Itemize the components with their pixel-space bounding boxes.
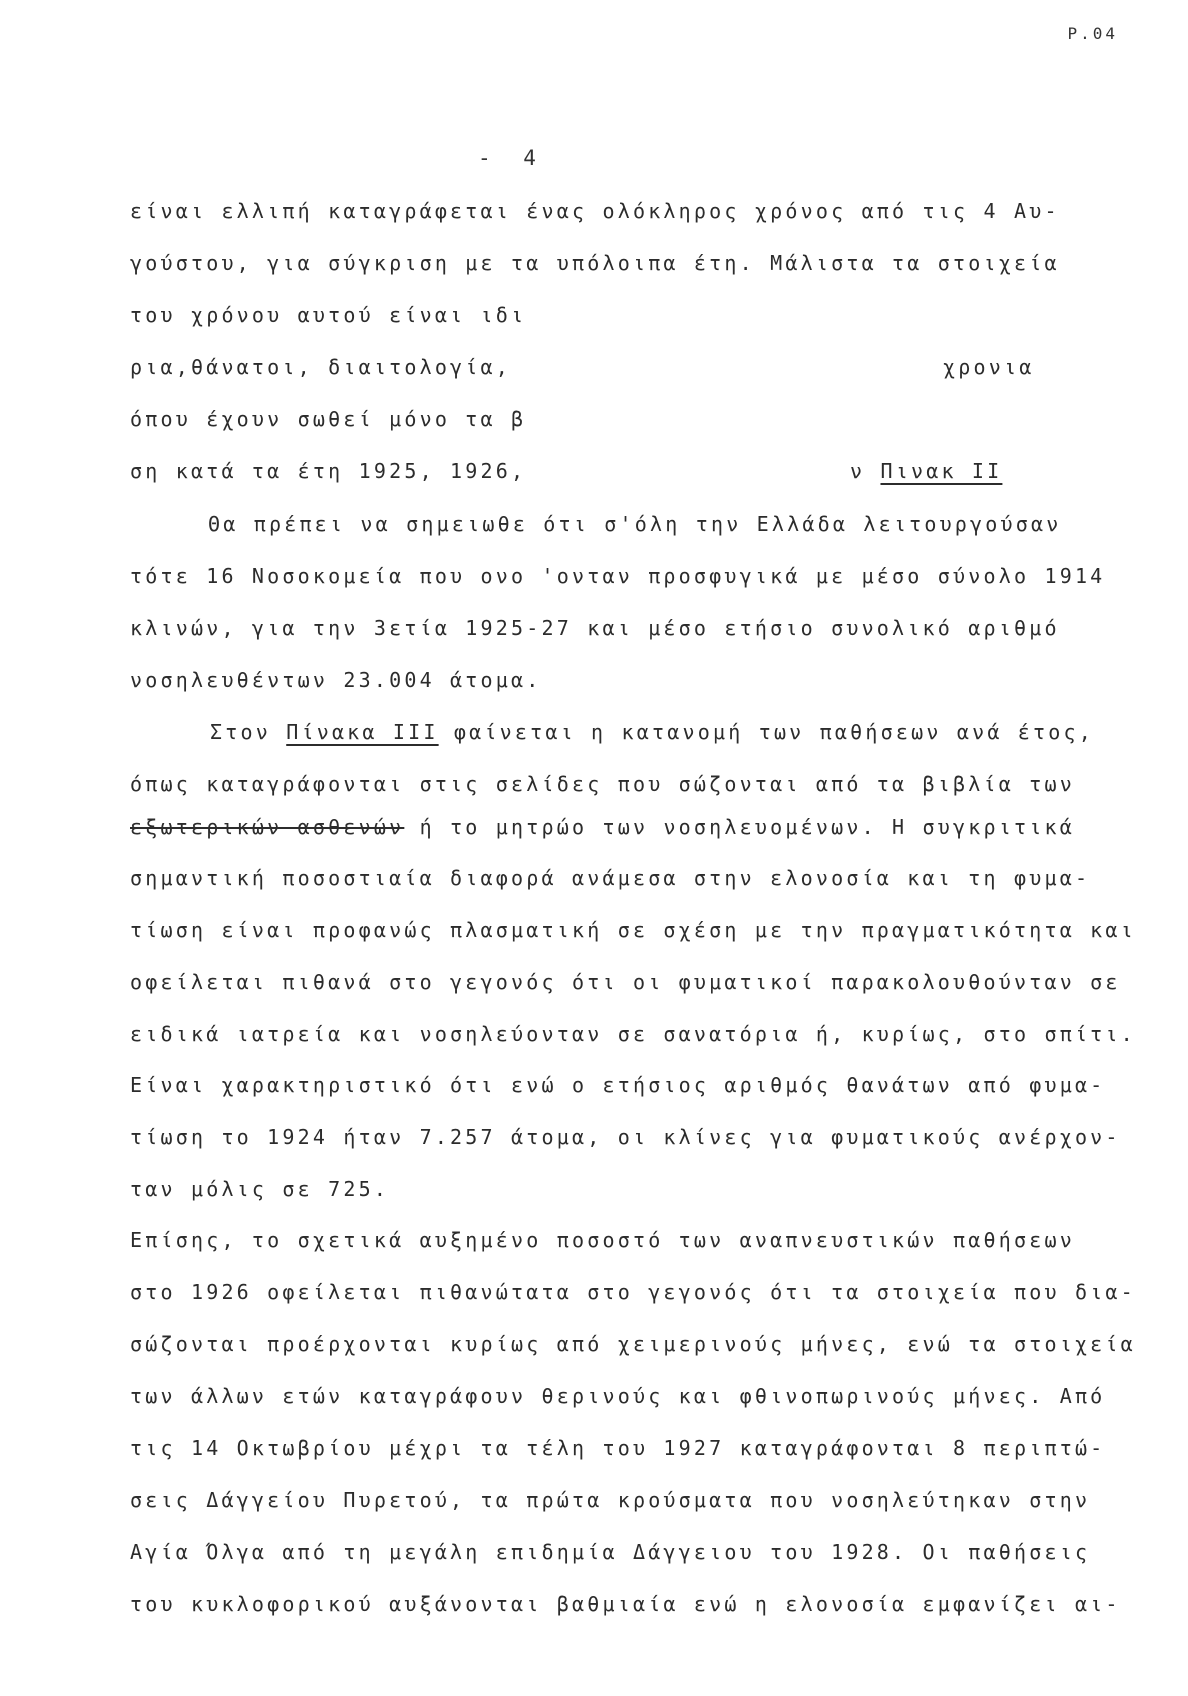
text-line: του κυκλοφορικού αυξάνονται βαθμιαία ενώ η ελονοσία εμφανίζει αι-: [130, 1592, 1121, 1616]
page-number: - 4: [478, 146, 546, 170]
text-line: νοσηλευθέντων 23.004 άτομα.: [130, 668, 542, 692]
text-line: σώζονται προέρχονται κυρίως από χειμερινούς μήνες, ενώ τα στοιχεία: [130, 1332, 1136, 1356]
fax-page-id: P.04: [1067, 24, 1118, 43]
text-line: ειδικά ιατρεία και νοσηλεύονταν σε σανατόρια ή, κυρίως, στο σπίτι.: [130, 1022, 1136, 1046]
text-line: Είναι χαρακτηριστικό ότι ενώ ο ετήσιος αριθμός θανάτων από φυμα-: [130, 1073, 1106, 1097]
text-fragment: ν: [850, 459, 881, 483]
text-line: όπως καταγράφονται στις σελίδες που σώζονται από τα βιβλία των: [130, 772, 1075, 796]
text-line: γούστου, για σύγκριση με τα υπόλοιπα έτη. Μάλιστα τα στοιχεία: [130, 251, 1060, 275]
text-fragment: ή το μητρώο των νοσηλευομένων. Η συγκριτικά: [404, 815, 1075, 839]
text-line: κλινών, για την 3ετία 1925-27 και μέσο ετήσιο συνολικό αριθμό: [130, 616, 1060, 640]
text-line: Αγία Όλγα από τη μεγάλη επιδημία Δάγγειου του 1928. Οι παθήσεις: [130, 1540, 1091, 1564]
text-fragment: φαίνεται η κατανομή των παθήσεων ανά έτος,: [438, 720, 1095, 744]
paragraph-start: Θα πρέπει να σημειωθε ότι σ'όλη την Ελλάδα λειτουργούσαν: [208, 512, 1062, 536]
table-reference: Πίνακα ΙΙΙ: [286, 720, 439, 744]
text-fragment: χρονια: [943, 355, 1035, 379]
text-line: όπου έχουν σωθεί μόνο τα β: [130, 407, 527, 431]
text-line: ση κατά τα έτη 1925, 1926,: [130, 459, 527, 483]
paragraph-start: [210, 720, 1094, 744]
text-line: οφείλεται πιθανά στο γεγονός ότι οι φυματικοί παρακολουθούνταν σε: [130, 970, 1121, 994]
text-line-with-strike: [130, 815, 1075, 839]
text-line: ταν μόλις σε 725.: [130, 1177, 390, 1201]
text-line: στο 1926 οφείλεται πιθανώτατα στο γεγονός ότι τα στοιχεία που δια-: [130, 1280, 1136, 1304]
text-line: σημαντική ποσοστιαία διαφορά ανάμεσα στην ελονοσία και τη φυμα-: [130, 866, 1091, 890]
table-reference-line: [850, 459, 1002, 483]
text-line: τίωση είναι προφανώς πλασματική σε σχέση με την πραγματικότητα και: [130, 918, 1136, 942]
paragraph-start: Επίσης, το σχετικά αυξημένο ποσοστό των αναπνευστικών παθήσεων: [130, 1228, 1075, 1252]
text-line: ρια,θάνατοι, διαιτολογία,: [130, 355, 512, 379]
text-line: των άλλων ετών καταγράφουν θερινούς και φθινοπωρινούς μήνες. Από: [130, 1384, 1106, 1408]
text-line: είναι ελλιπή καταγράφεται ένας ολόκληρος χρόνος από τις 4 Αυ-: [130, 199, 1060, 223]
text-line: τότε 16 Νοσοκομεία που ονο 'ονταν προσφυγικά με μέσο σύνολο 1914: [130, 564, 1106, 588]
text-line: τις 14 Οκτωβρίου μέχρι τα τέλη του 1927 καταγράφονται 8 περιπτώ-: [130, 1436, 1106, 1460]
text-line: σεις Δάγγείου Πυρετού, τα πρώτα κρούσματα που νοσηλεύτηκαν στην: [130, 1488, 1091, 1512]
table-reference: Πινακ ΙΙ: [880, 459, 1003, 483]
text-line: τίωση το 1924 ήταν 7.257 άτομα, οι κλίνες για φυματικούς ανέρχον-: [130, 1125, 1121, 1149]
struck-text: εξωτερικών ασθενών: [130, 815, 405, 839]
text-line: του χρόνου αυτού είναι ιδι: [130, 303, 527, 327]
text-fragment: Στον: [210, 720, 287, 744]
